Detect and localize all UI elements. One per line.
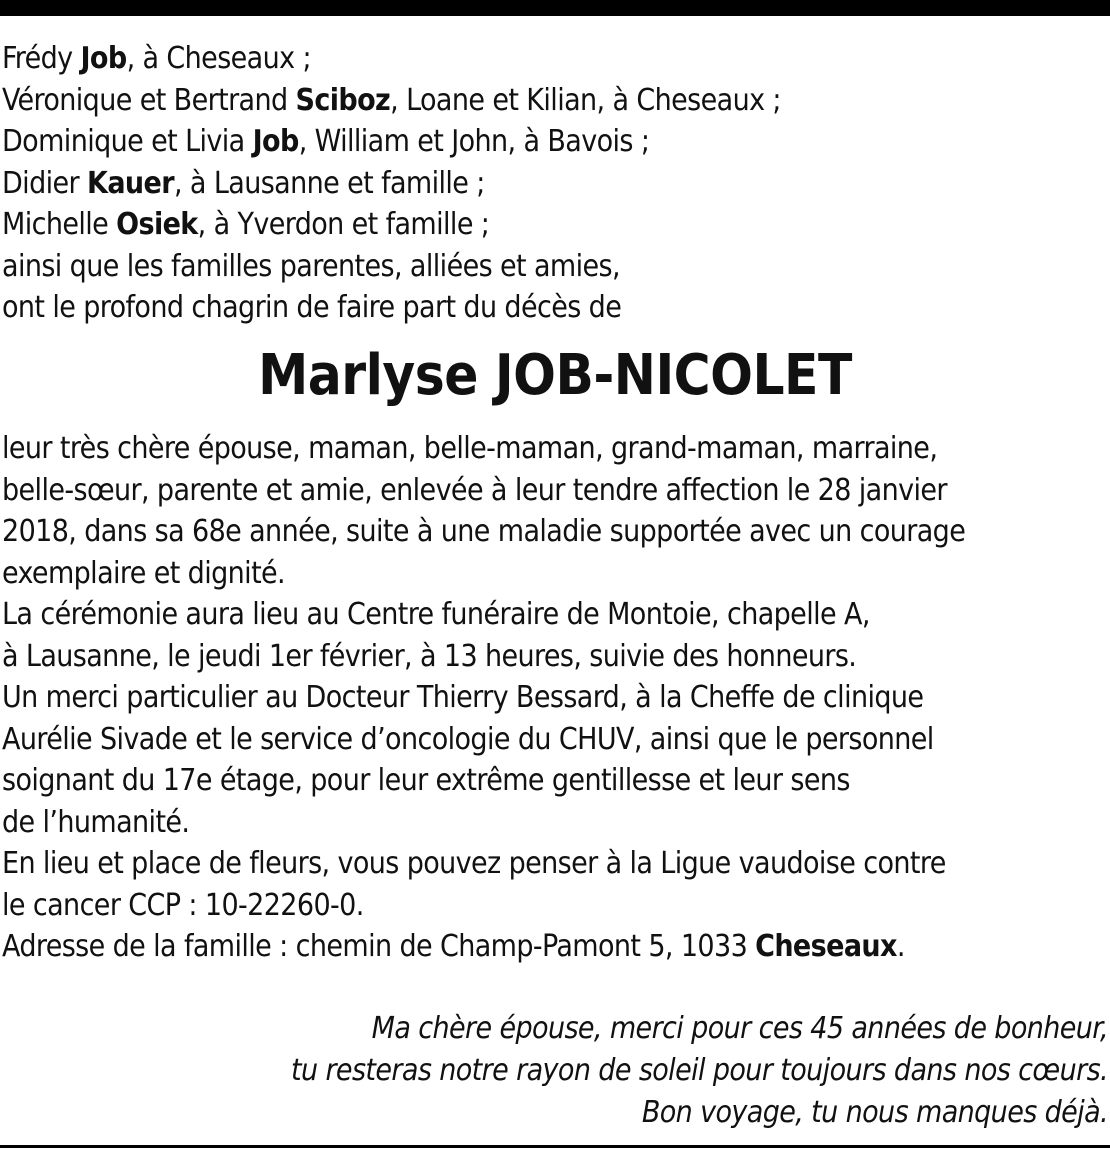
- thanks-line: Aurélie Sivade et le service d’oncologie du CHUV, ainsi que le personnel: [2, 721, 934, 757]
- mourner-given-names: Michelle: [2, 207, 117, 242]
- address-end: .: [896, 929, 905, 964]
- mourner-surname: Kauer: [87, 165, 174, 201]
- mourner-given-names: Didier: [2, 165, 87, 201]
- mourner-given-names: Frédy: [2, 41, 81, 76]
- address-town: Cheseaux: [755, 929, 897, 964]
- mourner-place: , à Yverdon et famille ;: [197, 207, 490, 242]
- closing-quote: [2, 1008, 1108, 1134]
- address-text: Adresse de la famille : chemin de Champ-Pamont 5, 1033: [2, 929, 756, 964]
- deceased-name: Marlyse JOB-NICOLET: [258, 343, 852, 408]
- obituary-body: [2, 428, 1108, 968]
- mourners-list: [2, 38, 1108, 329]
- mourner-place: , William et John, à Bavois ;: [298, 124, 650, 159]
- ceremony-line: à Lausanne, le jeudi 1er février, à 13 heures, suivie des honneurs.: [2, 638, 857, 674]
- mourner-place: , à Lausanne et famille ;: [173, 165, 485, 201]
- mourner-place: , à Cheseaux ;: [126, 41, 311, 76]
- donation-line: le cancer CCP : 10-22260-0.: [2, 887, 364, 923]
- thanks-line: de l’humanité.: [2, 804, 190, 840]
- top-border-rule: [0, 0, 1110, 16]
- mourner-line: [2, 38, 1108, 80]
- donation-line: En lieu et place de fleurs, vous pouvez penser à la Ligue vaudoise contre: [2, 846, 946, 881]
- body-line: 2018, dans sa 68e année, suite à une maladie supportée avec un courage: [2, 514, 966, 549]
- ceremony-line: La cérémonie aura lieu au Centre funéraire de Montoie, chapelle A,: [2, 597, 870, 632]
- family-address-line: [2, 926, 1108, 968]
- quote-line: Ma chère épouse, merci pour ces 45 années de bonheur,: [371, 1011, 1108, 1046]
- quote-line: Bon voyage, tu nous manques déjà.: [641, 1095, 1108, 1130]
- mourner-given-names: Véronique et Bertrand: [2, 82, 296, 118]
- quote-line: tu resteras notre rayon de soleil pour toujours dans nos cœurs.: [290, 1053, 1108, 1088]
- announcement-line: ont le profond chagrin de faire part du décès de: [2, 290, 622, 325]
- bottom-border-rule: [0, 1145, 1110, 1148]
- body-line: leur très chère épouse, maman, belle-maman, grand-maman, marraine,: [2, 431, 938, 466]
- mourner-surname: Job: [252, 124, 299, 159]
- mourner-line: [2, 163, 1108, 205]
- mourner-surname: Sciboz: [295, 82, 391, 118]
- mourner-line: [2, 204, 1108, 246]
- thanks-line: soignant du 17e étage, pour leur extrême gentillesse et leur sens: [2, 763, 850, 798]
- mourner-line: [2, 121, 1108, 163]
- relatives-line: ainsi que les familles parentes, alliées et amies,: [2, 248, 620, 284]
- mourner-surname: Osiek: [116, 207, 198, 242]
- mourner-place: , Loane et Kilian, à Cheseaux ;: [390, 82, 781, 118]
- mourner-line: [2, 80, 1108, 122]
- body-line: exemplaire et dignité.: [2, 555, 286, 591]
- thanks-line: Un merci particulier au Docteur Thierry Bessard, à la Cheffe de clinique: [2, 680, 924, 715]
- body-line: belle-sœur, parente et amie, enlevée à leur tendre affection le 28 janvier: [2, 472, 947, 508]
- mourner-surname: Job: [80, 41, 127, 76]
- mourner-given-names: Dominique et Livia: [2, 124, 253, 159]
